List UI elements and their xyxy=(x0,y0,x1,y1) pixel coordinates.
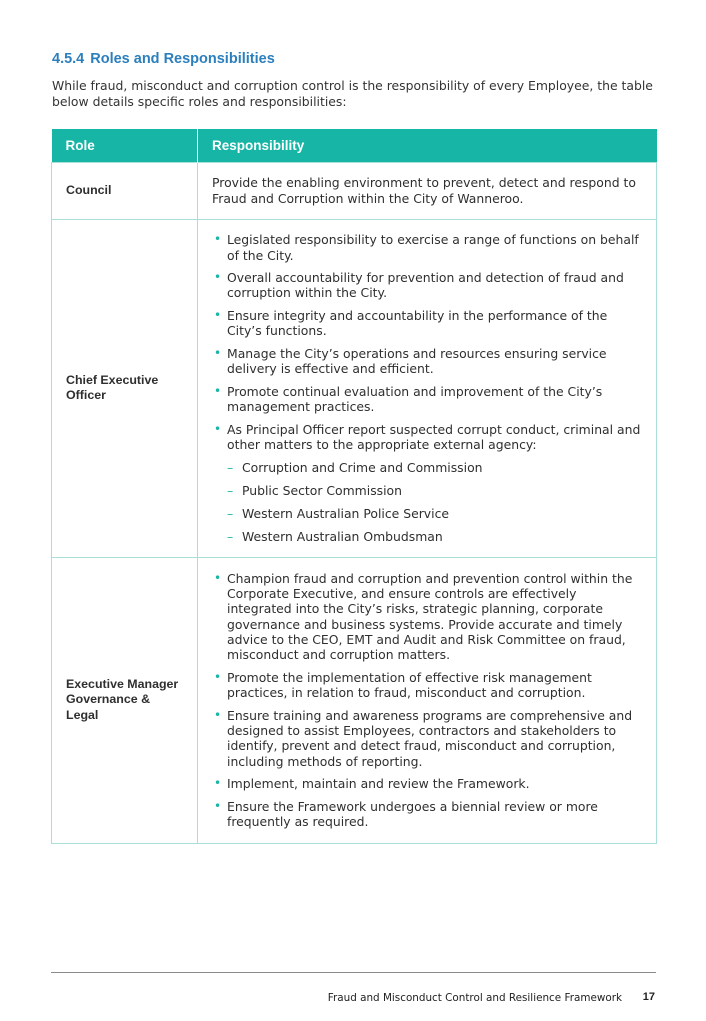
role-cell: Chief Executive Officer xyxy=(52,219,198,557)
header-role: Role xyxy=(52,129,198,162)
agency-sublist xyxy=(227,460,642,544)
bullet-icon: • xyxy=(214,270,222,285)
list-item: • Manage the City’s operations and resources ensuring service delivery is effective and efficient. xyxy=(214,345,607,377)
list-item: • Champion fraud and corruption and prevention control within the Corporate Executive, and ensure controls are effectively integrated into the City’s risks, strategic planning, corporate governance and business systems. Provide accurate and timely advice to the CEO, EMT and Audit and Risk Committee on fraud, misconduct and corruption matters. xyxy=(214,570,633,663)
page-number: 17 xyxy=(642,991,655,1003)
responsibility-cell xyxy=(198,557,657,843)
bullet-icon: • xyxy=(214,421,222,436)
bullet-icon: • xyxy=(214,669,222,684)
list-item: • Overall accountability for prevention and detection of fraud and corruption within the City. xyxy=(214,270,624,301)
roles-table xyxy=(51,129,657,844)
dash-icon: – xyxy=(227,505,234,521)
table-row-ceo xyxy=(52,219,657,557)
role-cell: Council xyxy=(52,162,198,219)
responsibility-cell xyxy=(198,219,657,557)
sublist-item: – Western Australian Police Service xyxy=(227,505,450,521)
intro-paragraph: While fraud, misconduct and corruption control is the responsibility of every Employee, the table below details specific roles and responsibilities: xyxy=(52,78,653,109)
section-number: 4.5.4 xyxy=(52,51,85,67)
table-row-executive-manager xyxy=(52,557,657,843)
bullet-icon: • xyxy=(214,707,222,722)
bullet-icon: • xyxy=(214,798,222,813)
responsibility-cell: Provide the enabling environment to prevent, detect and respond to Fraud and Corruption within the City of Wanneroo. xyxy=(198,162,657,219)
sublist-item: – Corruption and Crime and Commission xyxy=(227,459,483,475)
responsibility-list xyxy=(212,232,642,544)
bullet-icon: • xyxy=(214,776,222,791)
dash-icon: – xyxy=(227,459,234,475)
bullet-icon: • xyxy=(214,570,222,585)
bullet-icon: • xyxy=(214,345,222,360)
bullet-icon: • xyxy=(214,232,222,247)
header-responsibility: Responsibility xyxy=(198,129,657,162)
list-item: • Implement, maintain and review the Framework. xyxy=(214,776,530,792)
list-item: • Ensure the Framework undergoes a biennial review or more frequently as required. xyxy=(214,798,598,830)
list-item: • Promote continual evaluation and improvement of the City’s management practices. xyxy=(214,383,603,415)
list-item: • Ensure integrity and accountability in the performance of the City’s functions. xyxy=(214,307,608,339)
list-item: • Promote the implementation of effective risk management practices, in relation to fraud, misconduct and corruption. xyxy=(214,669,592,701)
responsibility-list xyxy=(212,571,642,830)
table-header-row xyxy=(52,129,657,162)
sublist-item: – Public Sector Commission xyxy=(227,482,402,498)
section-title: Roles and Responsibilities xyxy=(90,51,275,67)
list-item: • As Principal Officer report suspected corrupt conduct, criminal and other matters to the appropriate external agency: – Corruption and Crime and Commission – Public Sector Commission – Western Australian Police Service – Western Australian Ombudsman xyxy=(214,421,641,544)
table-row-council xyxy=(52,162,657,219)
role-cell: Executive Manager Governance & Legal xyxy=(52,557,198,843)
bullet-icon: • xyxy=(214,307,222,322)
list-item: • Legislated responsibility to exercise a range of functions on behalf of the City. xyxy=(214,232,639,263)
footer-divider xyxy=(51,972,656,973)
footer-document-title: Fraud and Misconduct Control and Resilience Framework xyxy=(327,992,622,1004)
bullet-icon: • xyxy=(214,383,222,398)
dash-icon: – xyxy=(227,482,234,498)
dash-icon: – xyxy=(227,528,234,544)
sublist-item: – Western Australian Ombudsman xyxy=(227,528,443,544)
list-item: • Ensure training and awareness programs are comprehensive and designed to assist Employees, contractors and stakeholders to identify, prevent and detect fraud, misconduct and corruption, including methods of reporting. xyxy=(214,707,633,769)
section-heading xyxy=(52,51,275,67)
